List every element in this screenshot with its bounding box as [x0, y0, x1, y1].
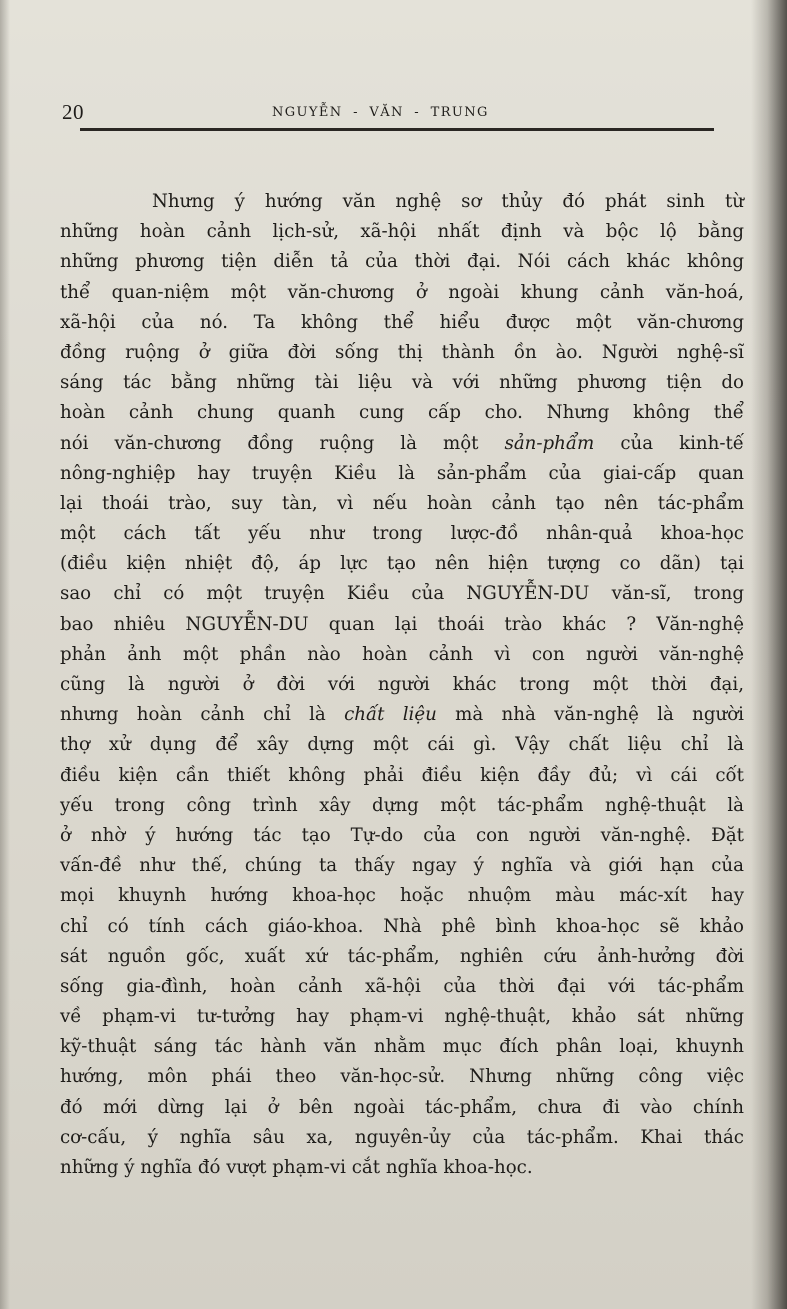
text-line: bao nhiêu NGUYỄN-DU quan lại thoái trào khác ? Văn-nghệ [60, 613, 744, 635]
text-line: những hoàn cảnh lịch-sử, xã-hội nhất định và bộc lộ bằng [60, 221, 744, 243]
text-line [60, 700, 744, 730]
text-line-segment: mà nhà văn-nghệ là người [436, 704, 744, 726]
text-line [60, 429, 744, 459]
text-line: sao chỉ có một truyện Kiều của NGUYỄN-DU văn-sĩ, trong [60, 583, 744, 605]
text-line: thể quan-niệm một văn-chương ở ngoài khung cảnh văn-hoá, [60, 281, 744, 303]
header-rule [80, 128, 714, 131]
text-line: yếu trong công trình xây dựng một tác-phẩm nghệ-thuật là [60, 794, 744, 816]
text-line: một cách tất yếu như trong lược-đồ nhân-quả khoa-học [60, 523, 744, 545]
page-left-edge-shading [0, 0, 10, 1309]
text-line: hoàn cảnh chung quanh cung cấp cho. Nhưng không thể [60, 402, 744, 424]
text-line: những ý nghĩa đó vượt phạm-vi cắt nghĩa khoa-học. [60, 1157, 533, 1178]
text-line: ở nhờ ý hướng tác tạo Tự-do của con người văn-nghệ. Đặt [60, 824, 744, 846]
text-line: Nhưng ý hướng văn nghệ sơ thủy đó phát sinh từ [152, 191, 744, 212]
text-line: nông-nghiệp hay truyện Kiều là sản-phẩm của giai-cấp quan [60, 462, 744, 484]
body-paragraph [60, 187, 744, 1183]
text-line: sống gia-đình, hoàn cảnh xã-hội của thời đại với tác-phẩm [60, 975, 744, 997]
italic-term: chất liệu [344, 704, 437, 726]
text-line: cũng là người ở đời với người khác trong một thời đại, [60, 674, 744, 695]
text-line: vấn-đề như thế, chúng ta thấy ngay ý nghĩa và giới hạn của [60, 855, 744, 877]
text-line: xã-hội của nó. Ta không thể hiểu được một văn-chương [60, 311, 744, 333]
page-number: 20 [62, 100, 84, 124]
text-line: lại thoái trào, suy tàn, vì nếu hoàn cảnh tạo nên tác-phẩm [60, 492, 744, 514]
text-line: hướng, môn phái theo văn-học-sử. Nhưng những công việc [60, 1066, 744, 1088]
text-line: sát nguồn gốc, xuất xứ tác-phẩm, nghiên cứu ảnh-hưởng đời [60, 945, 744, 967]
text-line-segment: của kinh-tế [594, 432, 744, 454]
text-line: kỹ-thuật sáng tác hành văn nhằm mục đích phân loại, khuynh [60, 1036, 744, 1058]
text-line: mọi khuynh hướng khoa-học hoặc nhuộm màu mác-xít hay [60, 885, 744, 907]
running-head-author: NGUYỄN - VĂN - TRUNG [272, 105, 489, 120]
text-line: cơ-cấu, ý nghĩa sâu xa, nguyên-ủy của tác-phẩm. Khai thác [60, 1126, 744, 1148]
text-line: về phạm-vi tư-tưởng hay phạm-vi nghệ-thuật, khảo sát những [60, 1006, 744, 1028]
text-line: đồng ruộng ở giữa đời sống thị thành ồn ào. Người nghệ-sĩ [60, 341, 744, 363]
text-line: những phương tiện diễn tả của thời đại. Nói cách khác không [60, 251, 744, 273]
text-line: đó mới dừng lại ở bên ngoài tác-phẩm, chưa đi vào chính [60, 1096, 744, 1118]
text-line-segment: nói văn-chương đồng ruộng là một [60, 432, 505, 454]
text-line-segment: nhưng hoàn cảnh chỉ là [60, 704, 345, 726]
text-line: thợ xử dụng để xây dựng một cái gì. Vậy chất liệu chỉ là [60, 734, 744, 756]
italic-term: sản-phẩm [504, 432, 595, 454]
text-line: (điều kiện nhiệt độ, áp lực tạo nên hiện tượng co dãn) tại [60, 553, 744, 575]
text-line: sáng tác bằng những tài liệu và với những phương tiện do [60, 372, 744, 394]
page-right-edge-shadow [751, 0, 787, 1309]
text-line: phản ảnh một phần nào hoàn cảnh vì con người văn-nghệ [60, 643, 744, 665]
text-line: điều kiện cần thiết không phải điều kiện đầy đủ; vì cái cốt [60, 764, 744, 786]
page-header [60, 96, 718, 132]
text-line: chỉ có tính cách giáo-khoa. Nhà phê bình khoa-học sẽ khảo [60, 915, 744, 937]
